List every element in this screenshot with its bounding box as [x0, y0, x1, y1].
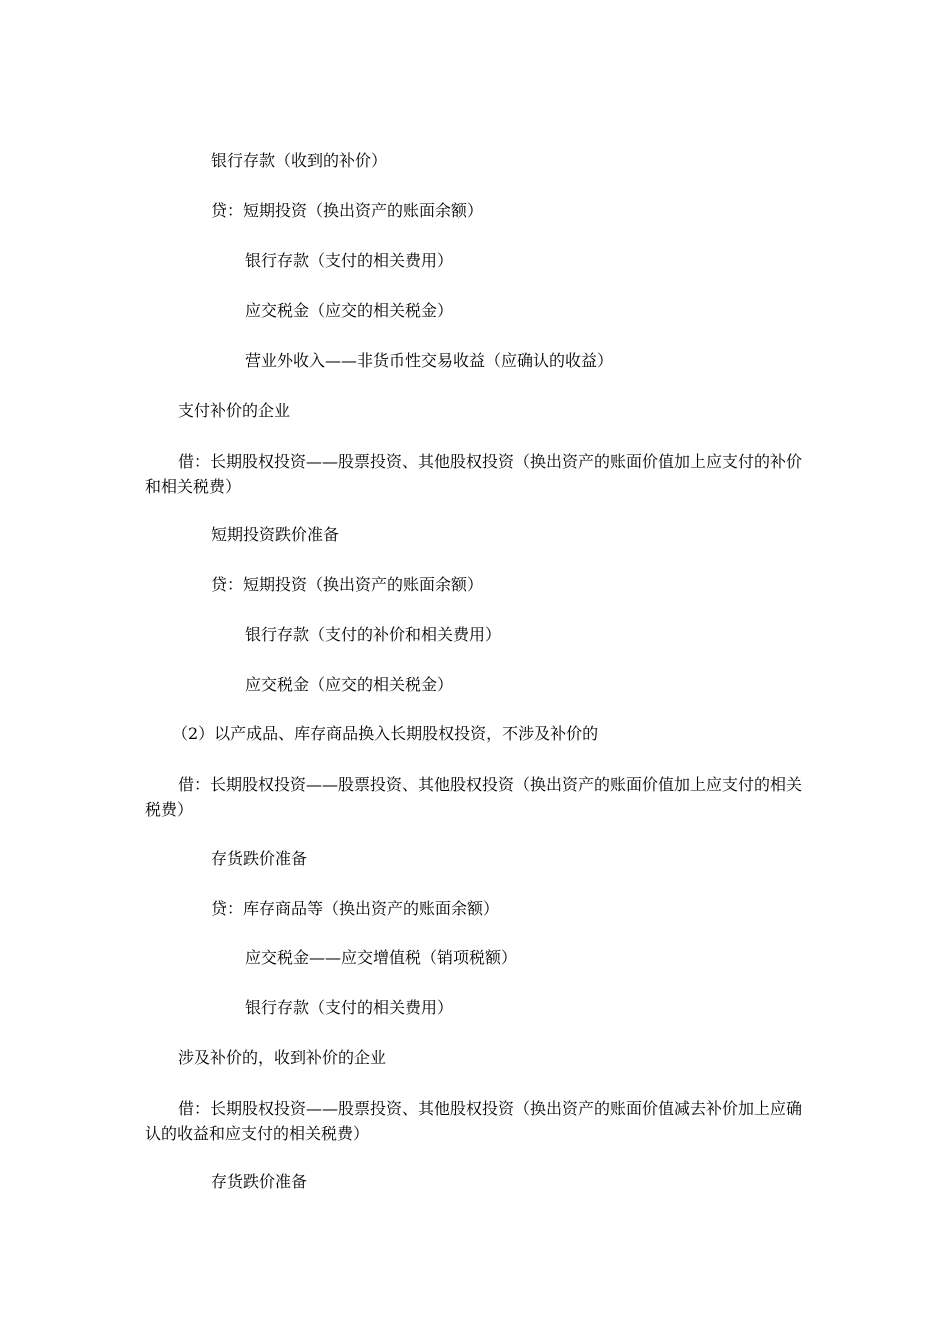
entry-paragraph: 借：长期股权投资——股票投资、其他股权投资（换出资产的账面价值加上应支付的补价和相关税费）	[145, 452, 803, 496]
entry-paragraph: 借：长期股权投资——股票投资、其他股权投资（换出资产的账面价值减去补价加上应确认的收益和应支付的相关税费）	[145, 1099, 803, 1143]
entry-line: 营业外收入——非货币性交易收益（应确认的收益）	[245, 351, 614, 370]
entry-line: 存货跌价准备	[211, 1172, 308, 1191]
entry-line: 存货跌价准备	[211, 849, 308, 868]
entry-line: 银行存款（支付的补价和相关费用）	[245, 625, 502, 644]
entry-line: 银行存款（支付的相关费用）	[245, 251, 454, 270]
entry-line: 贷：库存商品等（换出资产的账面余额）	[211, 899, 500, 918]
section-heading: 支付补价的企业	[178, 401, 291, 420]
entry-line: 应交税金（应交的相关税金）	[245, 675, 454, 694]
entry-line: 贷：短期投资（换出资产的账面余额）	[211, 575, 484, 594]
entry-line: 短期投资跌价准备	[211, 525, 340, 544]
entry-line: 银行存款（支付的相关费用）	[245, 998, 454, 1017]
entry-line: 应交税金（应交的相关税金）	[245, 301, 454, 320]
section-heading: 涉及补价的，收到补价的企业	[178, 1048, 387, 1067]
entry-paragraph: 借：长期股权投资——股票投资、其他股权投资（换出资产的账面价值加上应支付的相关税费）	[145, 775, 803, 819]
entry-line: 应交税金——应交增值税（销项税额）	[245, 948, 518, 967]
entry-line: 银行存款（收到的补价）	[211, 151, 388, 170]
entry-line: 贷：短期投资（换出资产的账面余额）	[211, 201, 484, 220]
section-heading: （2）以产成品、库存商品换入长期股权投资，不涉及补价的	[172, 724, 599, 743]
